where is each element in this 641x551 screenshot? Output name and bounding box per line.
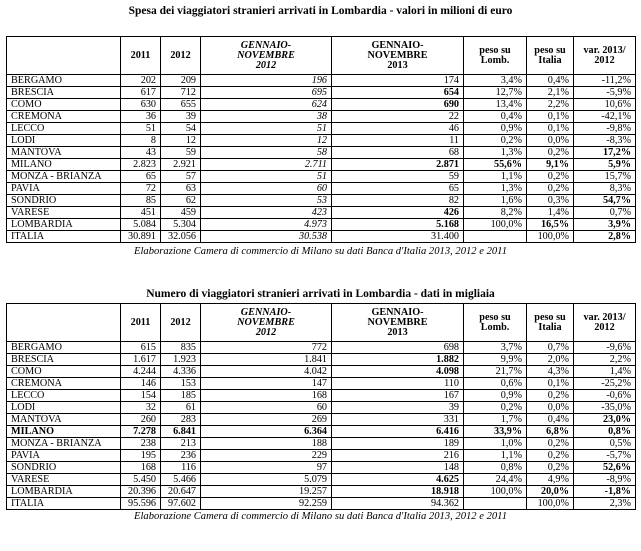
value-gen-nov-2013: 11 bbox=[332, 135, 464, 147]
value-gen-nov-2012: 4.973 bbox=[201, 219, 332, 231]
value-var: 2,2% bbox=[574, 354, 636, 366]
value-var: -9,8% bbox=[574, 123, 636, 135]
table-row bbox=[7, 402, 636, 414]
table-row bbox=[7, 147, 636, 159]
value-peso-lomb: 8,2% bbox=[464, 207, 527, 219]
value-gen-nov-2012: 6.364 bbox=[201, 426, 332, 438]
province-name: ITALIA bbox=[7, 231, 121, 243]
value-gen-nov-2012: 168 bbox=[201, 390, 332, 402]
value-peso-lomb: 9,9% bbox=[464, 354, 527, 366]
province-name: COMO bbox=[7, 99, 121, 111]
value-gen-nov-2012: 695 bbox=[201, 87, 332, 99]
province-name: PAVIA bbox=[7, 450, 121, 462]
value-2012: 153 bbox=[161, 378, 201, 390]
header-2011: 2011 bbox=[121, 304, 161, 342]
value-2011: 1.617 bbox=[121, 354, 161, 366]
value-gen-nov-2013: 148 bbox=[332, 462, 464, 474]
province-name: MONZA - BRIANZA bbox=[7, 438, 121, 450]
value-2012: 12 bbox=[161, 135, 201, 147]
value-2012: 2.921 bbox=[161, 159, 201, 171]
table1-source-note: Elaborazione Camera di commercio di Milano su dati Banca d'Italia 2013, 2012 e 2011 bbox=[133, 246, 507, 257]
value-2012: 655 bbox=[161, 99, 201, 111]
header-empty bbox=[7, 37, 121, 75]
table-row bbox=[7, 390, 636, 402]
value-gen-nov-2012: 4.042 bbox=[201, 366, 332, 378]
value-peso-italia: 0,2% bbox=[527, 462, 574, 474]
table-row bbox=[7, 207, 636, 219]
value-gen-nov-2013: 2.871 bbox=[332, 159, 464, 171]
value-peso-lomb: 1,3% bbox=[464, 183, 527, 195]
province-name: BERGAMO bbox=[7, 75, 121, 87]
value-peso-italia: 0,0% bbox=[527, 135, 574, 147]
value-var: 52,6% bbox=[574, 462, 636, 474]
value-peso-italia: 0,1% bbox=[527, 123, 574, 135]
value-var: 23,0% bbox=[574, 414, 636, 426]
value-gen-nov-2012: 624 bbox=[201, 99, 332, 111]
province-name: MILANO bbox=[7, 159, 121, 171]
value-2011: 95.596 bbox=[121, 498, 161, 510]
value-2011: 43 bbox=[121, 147, 161, 159]
value-peso-italia: 0,0% bbox=[527, 402, 574, 414]
header-gen-nov-2013: GENNAIO- NOVEMBRE 2013 bbox=[332, 37, 464, 75]
value-2012: 835 bbox=[161, 342, 201, 354]
header-2012: 2012 bbox=[161, 37, 201, 75]
table-row bbox=[7, 378, 636, 390]
value-2012: 213 bbox=[161, 438, 201, 450]
province-name: ITALIA bbox=[7, 498, 121, 510]
value-peso-italia: 0,2% bbox=[527, 183, 574, 195]
value-var: -35,0% bbox=[574, 402, 636, 414]
value-peso-lomb: 1,3% bbox=[464, 147, 527, 159]
table-row bbox=[7, 111, 636, 123]
value-2011: 7.278 bbox=[121, 426, 161, 438]
value-var: -42,1% bbox=[574, 111, 636, 123]
value-gen-nov-2012: 53 bbox=[201, 195, 332, 207]
value-gen-nov-2012: 92.259 bbox=[201, 498, 332, 510]
header-empty bbox=[7, 304, 121, 342]
value-gen-nov-2013: 4.098 bbox=[332, 366, 464, 378]
table2-header-row bbox=[7, 304, 636, 342]
value-2012: 236 bbox=[161, 450, 201, 462]
value-peso-italia: 20,0% bbox=[527, 486, 574, 498]
value-gen-nov-2012: 269 bbox=[201, 414, 332, 426]
province-name: CREMONA bbox=[7, 111, 121, 123]
value-peso-lomb: 0,6% bbox=[464, 378, 527, 390]
value-peso-italia: 0,4% bbox=[527, 75, 574, 87]
value-var: 0,5% bbox=[574, 438, 636, 450]
table-row bbox=[7, 426, 636, 438]
value-gen-nov-2012: 19.257 bbox=[201, 486, 332, 498]
value-gen-nov-2013: 167 bbox=[332, 390, 464, 402]
value-peso-lomb: 1,7% bbox=[464, 414, 527, 426]
value-gen-nov-2013: 216 bbox=[332, 450, 464, 462]
value-var: 0,7% bbox=[574, 207, 636, 219]
value-2012: 5.466 bbox=[161, 474, 201, 486]
value-gen-nov-2012: 97 bbox=[201, 462, 332, 474]
value-var: 15,7% bbox=[574, 171, 636, 183]
value-peso-italia: 1,4% bbox=[527, 207, 574, 219]
value-gen-nov-2012: 188 bbox=[201, 438, 332, 450]
value-gen-nov-2013: 331 bbox=[332, 414, 464, 426]
value-peso-italia: 0,2% bbox=[527, 438, 574, 450]
value-peso-lomb: 1,6% bbox=[464, 195, 527, 207]
value-var: -5,9% bbox=[574, 87, 636, 99]
value-peso-italia: 9,1% bbox=[527, 159, 574, 171]
value-peso-lomb: 33,9% bbox=[464, 426, 527, 438]
value-peso-lomb: 0,9% bbox=[464, 390, 527, 402]
value-peso-lomb: 1,1% bbox=[464, 450, 527, 462]
table-row bbox=[7, 219, 636, 231]
value-var: 17,2% bbox=[574, 147, 636, 159]
value-gen-nov-2012: 51 bbox=[201, 123, 332, 135]
value-var: 3,9% bbox=[574, 219, 636, 231]
value-2011: 2.823 bbox=[121, 159, 161, 171]
value-gen-nov-2013: 698 bbox=[332, 342, 464, 354]
value-2012: 63 bbox=[161, 183, 201, 195]
table-row bbox=[7, 75, 636, 87]
value-gen-nov-2013: 65 bbox=[332, 183, 464, 195]
table-row bbox=[7, 366, 636, 378]
value-gen-nov-2012: 423 bbox=[201, 207, 332, 219]
province-name: BRESCIA bbox=[7, 87, 121, 99]
value-var: 8,3% bbox=[574, 183, 636, 195]
value-var: -25,2% bbox=[574, 378, 636, 390]
value-2011: 260 bbox=[121, 414, 161, 426]
value-2011: 146 bbox=[121, 378, 161, 390]
province-name: LOMBARDIA bbox=[7, 486, 121, 498]
value-2011: 451 bbox=[121, 207, 161, 219]
value-gen-nov-2013: 18.918 bbox=[332, 486, 464, 498]
value-peso-lomb: 55,6% bbox=[464, 159, 527, 171]
header-peso-lomb: peso su Lomb. bbox=[464, 37, 527, 75]
value-gen-nov-2012: 60 bbox=[201, 402, 332, 414]
province-name: MANTOVA bbox=[7, 414, 121, 426]
value-peso-italia: 0,2% bbox=[527, 450, 574, 462]
value-2012: 97.602 bbox=[161, 498, 201, 510]
value-2011: 30.891 bbox=[121, 231, 161, 243]
value-2011: 168 bbox=[121, 462, 161, 474]
province-name: LECCO bbox=[7, 123, 121, 135]
value-gen-nov-2013: 174 bbox=[332, 75, 464, 87]
value-gen-nov-2013: 690 bbox=[332, 99, 464, 111]
value-2012: 32.056 bbox=[161, 231, 201, 243]
value-2012: 57 bbox=[161, 171, 201, 183]
value-peso-italia: 0,1% bbox=[527, 111, 574, 123]
value-2012: 283 bbox=[161, 414, 201, 426]
value-var: 54,7% bbox=[574, 195, 636, 207]
value-gen-nov-2013: 110 bbox=[332, 378, 464, 390]
value-gen-nov-2013: 59 bbox=[332, 171, 464, 183]
table-row bbox=[7, 87, 636, 99]
table-row bbox=[7, 135, 636, 147]
value-gen-nov-2013: 22 bbox=[332, 111, 464, 123]
value-peso-lomb: 0,8% bbox=[464, 462, 527, 474]
value-peso-italia: 2,0% bbox=[527, 354, 574, 366]
province-name: VARESE bbox=[7, 474, 121, 486]
header-gen-nov-2013: GENNAIO- NOVEMBRE 2013 bbox=[332, 304, 464, 342]
province-name: SONDRIO bbox=[7, 195, 121, 207]
province-name: LOMBARDIA bbox=[7, 219, 121, 231]
header-var: var. 2013/ 2012 bbox=[574, 37, 636, 75]
value-2012: 5.304 bbox=[161, 219, 201, 231]
table-row bbox=[7, 123, 636, 135]
table-row bbox=[7, 99, 636, 111]
value-2012: 1.923 bbox=[161, 354, 201, 366]
value-var: -8,9% bbox=[574, 474, 636, 486]
value-gen-nov-2012: 30.538 bbox=[201, 231, 332, 243]
table-row bbox=[7, 462, 636, 474]
value-2011: 72 bbox=[121, 183, 161, 195]
table-row bbox=[7, 498, 636, 510]
value-peso-italia: 100,0% bbox=[527, 498, 574, 510]
value-2011: 202 bbox=[121, 75, 161, 87]
value-gen-nov-2012: 229 bbox=[201, 450, 332, 462]
value-peso-lomb: 100,0% bbox=[464, 486, 527, 498]
province-name: BERGAMO bbox=[7, 342, 121, 354]
value-2011: 51 bbox=[121, 123, 161, 135]
value-peso-italia: 0,7% bbox=[527, 342, 574, 354]
value-peso-lomb: 0,9% bbox=[464, 123, 527, 135]
value-peso-lomb: 24,4% bbox=[464, 474, 527, 486]
value-2012: 20.647 bbox=[161, 486, 201, 498]
value-var: -9,6% bbox=[574, 342, 636, 354]
value-peso-italia: 2,1% bbox=[527, 87, 574, 99]
header-peso-italia: peso su Italia bbox=[527, 37, 574, 75]
viaggiatori-table bbox=[6, 303, 636, 510]
province-name: COMO bbox=[7, 366, 121, 378]
value-2011: 65 bbox=[121, 171, 161, 183]
value-2011: 238 bbox=[121, 438, 161, 450]
value-2011: 32 bbox=[121, 402, 161, 414]
value-2011: 4.244 bbox=[121, 366, 161, 378]
value-2011: 20.396 bbox=[121, 486, 161, 498]
value-gen-nov-2012: 12 bbox=[201, 135, 332, 147]
value-2012: 59 bbox=[161, 147, 201, 159]
province-name: SONDRIO bbox=[7, 462, 121, 474]
value-var: -11,2% bbox=[574, 75, 636, 87]
value-2012: 62 bbox=[161, 195, 201, 207]
value-peso-italia: 100,0% bbox=[527, 231, 574, 243]
header-peso-lomb: peso su Lomb. bbox=[464, 304, 527, 342]
value-2011: 36 bbox=[121, 111, 161, 123]
table-row bbox=[7, 438, 636, 450]
value-peso-italia: 0,3% bbox=[527, 195, 574, 207]
value-var: 5,9% bbox=[574, 159, 636, 171]
value-peso-italia: 2,2% bbox=[527, 99, 574, 111]
value-2011: 195 bbox=[121, 450, 161, 462]
header-2012: 2012 bbox=[161, 304, 201, 342]
header-gen-nov-2012: GENNAIO- NOVEMBRE 2012 bbox=[201, 304, 332, 342]
table-row bbox=[7, 486, 636, 498]
value-2012: 61 bbox=[161, 402, 201, 414]
value-2012: 39 bbox=[161, 111, 201, 123]
value-peso-lomb: 13,4% bbox=[464, 99, 527, 111]
value-var: 2,8% bbox=[574, 231, 636, 243]
value-2012: 6.841 bbox=[161, 426, 201, 438]
table-row bbox=[7, 354, 636, 366]
header-gen-nov-2012: GENNAIO- NOVEMBRE 2012 bbox=[201, 37, 332, 75]
value-peso-lomb bbox=[464, 231, 527, 243]
value-2012: 116 bbox=[161, 462, 201, 474]
value-peso-lomb: 1,1% bbox=[464, 171, 527, 183]
value-gen-nov-2012: 2.711 bbox=[201, 159, 332, 171]
value-gen-nov-2012: 1.841 bbox=[201, 354, 332, 366]
value-peso-lomb bbox=[464, 498, 527, 510]
value-var: 10,6% bbox=[574, 99, 636, 111]
table2-title: Numero di viaggiatori stranieri arrivati in Lombardia - dati in migliaia bbox=[146, 288, 495, 300]
value-var: -5,7% bbox=[574, 450, 636, 462]
value-var: -8,3% bbox=[574, 135, 636, 147]
value-gen-nov-2013: 39 bbox=[332, 402, 464, 414]
province-name: VARESE bbox=[7, 207, 121, 219]
province-name: LECCO bbox=[7, 390, 121, 402]
value-gen-nov-2012: 38 bbox=[201, 111, 332, 123]
value-var: 0,8% bbox=[574, 426, 636, 438]
value-gen-nov-2012: 772 bbox=[201, 342, 332, 354]
value-gen-nov-2012: 147 bbox=[201, 378, 332, 390]
header-2011: 2011 bbox=[121, 37, 161, 75]
province-name: MILANO bbox=[7, 426, 121, 438]
table-row bbox=[7, 183, 636, 195]
header-peso-italia: peso su Italia bbox=[527, 304, 574, 342]
table-row bbox=[7, 195, 636, 207]
table-row bbox=[7, 171, 636, 183]
table1-body bbox=[7, 75, 636, 243]
province-name: MANTOVA bbox=[7, 147, 121, 159]
spesa-table bbox=[6, 36, 636, 243]
table-row bbox=[7, 342, 636, 354]
province-name: BRESCIA bbox=[7, 354, 121, 366]
value-gen-nov-2013: 4.625 bbox=[332, 474, 464, 486]
value-2012: 4.336 bbox=[161, 366, 201, 378]
value-2012: 185 bbox=[161, 390, 201, 402]
spesa-section bbox=[6, 4, 635, 258]
value-peso-italia: 4,9% bbox=[527, 474, 574, 486]
value-2011: 615 bbox=[121, 342, 161, 354]
value-2011: 154 bbox=[121, 390, 161, 402]
value-peso-italia: 0,2% bbox=[527, 171, 574, 183]
value-2011: 617 bbox=[121, 87, 161, 99]
value-2011: 85 bbox=[121, 195, 161, 207]
value-2011: 5.450 bbox=[121, 474, 161, 486]
value-peso-italia: 16,5% bbox=[527, 219, 574, 231]
value-peso-lomb: 3,7% bbox=[464, 342, 527, 354]
value-2012: 459 bbox=[161, 207, 201, 219]
table-row bbox=[7, 474, 636, 486]
value-gen-nov-2012: 51 bbox=[201, 171, 332, 183]
value-peso-italia: 0,4% bbox=[527, 414, 574, 426]
value-2012: 712 bbox=[161, 87, 201, 99]
value-gen-nov-2013: 189 bbox=[332, 438, 464, 450]
value-peso-italia: 0,2% bbox=[527, 390, 574, 402]
value-var: -1,8% bbox=[574, 486, 636, 498]
value-gen-nov-2012: 60 bbox=[201, 183, 332, 195]
value-2011: 5.084 bbox=[121, 219, 161, 231]
value-2011: 630 bbox=[121, 99, 161, 111]
value-peso-italia: 6,8% bbox=[527, 426, 574, 438]
province-name: PAVIA bbox=[7, 183, 121, 195]
value-gen-nov-2013: 5.168 bbox=[332, 219, 464, 231]
table1-title: Spesa dei viaggiatori stranieri arrivati in Lombardia - valori in milioni di euro bbox=[128, 5, 513, 17]
value-gen-nov-2012: 5.079 bbox=[201, 474, 332, 486]
table-row bbox=[7, 231, 636, 243]
value-gen-nov-2013: 68 bbox=[332, 147, 464, 159]
value-peso-lomb: 100,0% bbox=[464, 219, 527, 231]
value-gen-nov-2012: 58 bbox=[201, 147, 332, 159]
value-gen-nov-2013: 654 bbox=[332, 87, 464, 99]
value-gen-nov-2013: 6.416 bbox=[332, 426, 464, 438]
header-var: var. 2013/ 2012 bbox=[574, 304, 636, 342]
value-gen-nov-2013: 94.362 bbox=[332, 498, 464, 510]
value-var: 2,3% bbox=[574, 498, 636, 510]
table2-source-note: Elaborazione Camera di commercio di Milano su dati Banca d'Italia 2013, 2012 e 2011 bbox=[133, 511, 507, 522]
province-name: MONZA - BRIANZA bbox=[7, 171, 121, 183]
viaggiatori-section bbox=[6, 287, 635, 523]
table-row bbox=[7, 450, 636, 462]
value-gen-nov-2013: 31.400 bbox=[332, 231, 464, 243]
province-name: LODI bbox=[7, 402, 121, 414]
value-peso-lomb: 1,0% bbox=[464, 438, 527, 450]
province-name: LODI bbox=[7, 135, 121, 147]
value-peso-italia: 4,3% bbox=[527, 366, 574, 378]
value-2011: 8 bbox=[121, 135, 161, 147]
value-gen-nov-2013: 1.882 bbox=[332, 354, 464, 366]
value-gen-nov-2013: 46 bbox=[332, 123, 464, 135]
value-2012: 209 bbox=[161, 75, 201, 87]
value-peso-italia: 0,1% bbox=[527, 378, 574, 390]
value-var: -0,6% bbox=[574, 390, 636, 402]
value-peso-lomb: 21,7% bbox=[464, 366, 527, 378]
value-gen-nov-2012: 196 bbox=[201, 75, 332, 87]
province-name: CREMONA bbox=[7, 378, 121, 390]
value-peso-lomb: 0,4% bbox=[464, 111, 527, 123]
value-peso-lomb: 0,2% bbox=[464, 135, 527, 147]
value-gen-nov-2013: 82 bbox=[332, 195, 464, 207]
value-peso-italia: 0,2% bbox=[527, 147, 574, 159]
value-var: 1,4% bbox=[574, 366, 636, 378]
value-peso-lomb: 12,7% bbox=[464, 87, 527, 99]
value-gen-nov-2013: 426 bbox=[332, 207, 464, 219]
table-row bbox=[7, 414, 636, 426]
table1-header-row bbox=[7, 37, 636, 75]
value-peso-lomb: 3,4% bbox=[464, 75, 527, 87]
value-peso-lomb: 0,2% bbox=[464, 402, 527, 414]
table2-body bbox=[7, 342, 636, 510]
table-row bbox=[7, 159, 636, 171]
value-2012: 54 bbox=[161, 123, 201, 135]
